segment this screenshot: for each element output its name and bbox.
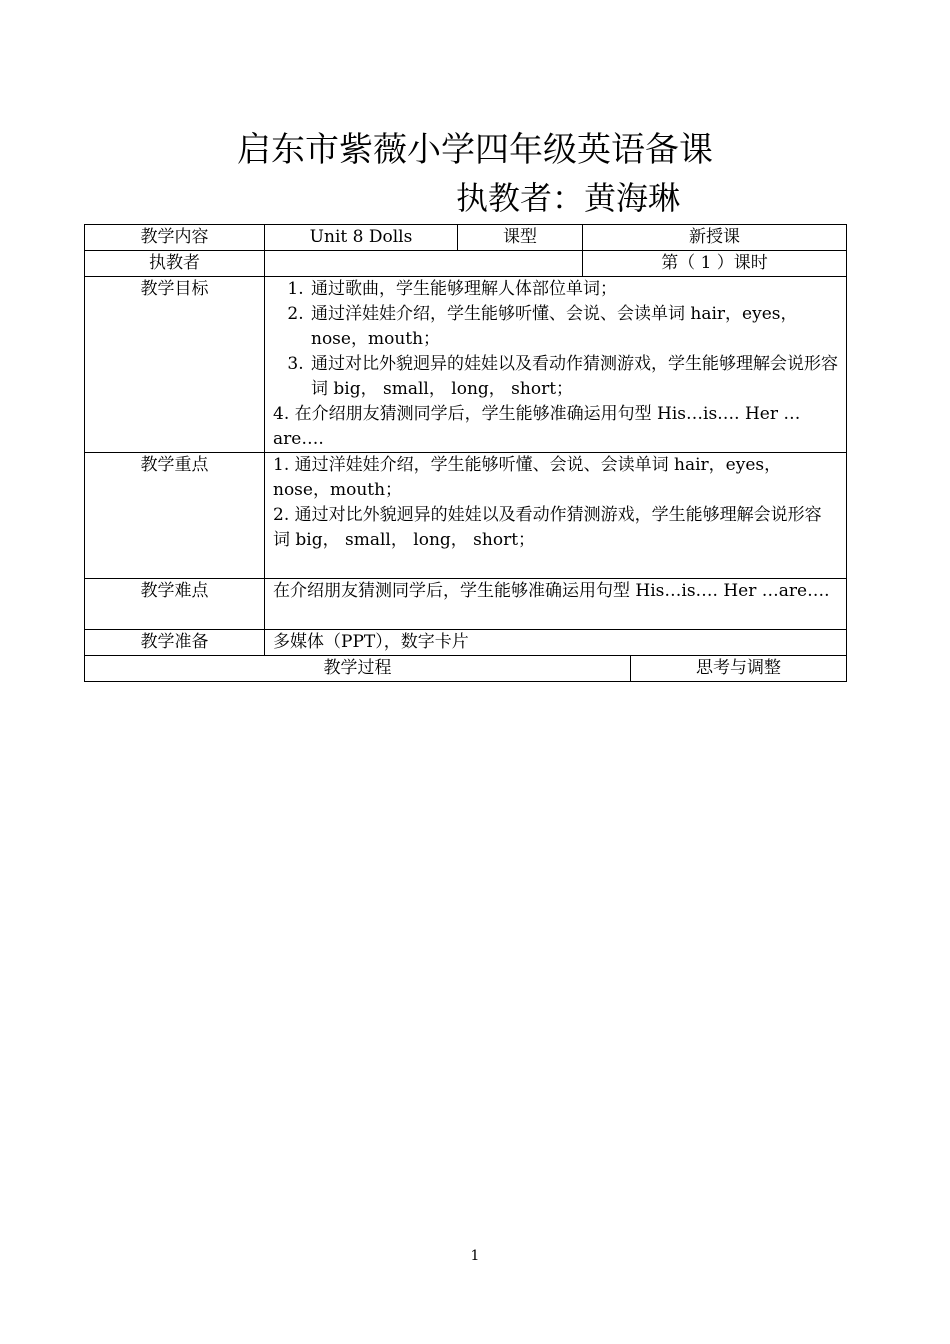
key-point-2: 2. 通过对比外貌迥异的娃娃以及看动作猜测游戏，学生能够理解会说形容词 big， small， long， short； [273,505,822,550]
list-item: 2. 通过洋娃娃介绍，学生能够听懂、会说、会读单词 hair，eyes，nose，mouth； [309,302,838,352]
table-row [85,656,847,682]
table-row [85,225,847,251]
table-row [85,630,847,656]
lesson-type-label: 课型 [458,225,583,251]
teacher-label: 执教者 [85,251,265,277]
difficulties-label: 教学难点 [85,579,265,630]
page-number: 1 [470,1248,480,1264]
difficulties-text: 在介绍朋友猜测同学后，学生能够准确运用句型 His…is…. Her …are…. [265,579,847,630]
period-cell: 第（ 1 ）课时 [583,251,847,277]
content-value: Unit 8 Dolls [265,225,458,251]
content-label: 教学内容 [85,225,265,251]
objective-4: 4. 在介绍朋友猜测同学后，学生能够准确运用句型 His…is…. Her …are…. [273,404,801,449]
lesson-type-value: 新授课 [583,225,847,251]
table-row [85,251,847,277]
table-row [85,277,847,453]
list-item: 1. 通过歌曲，学生能够理解人体部位单词； [309,277,838,302]
key-points-cell [265,453,847,579]
key-points-label: 教学重点 [85,453,265,579]
table-row [85,453,847,579]
reflection-header: 思考与调整 [631,656,847,682]
table-row [85,579,847,630]
page-title: 启东市紫薇小学四年级英语备课 [237,130,713,170]
objectives-label: 教学目标 [85,277,265,453]
objectives-cell [265,277,847,453]
preparation-text: 多媒体（PPT），数字卡片 [265,630,847,656]
preparation-label: 教学准备 [85,630,265,656]
objectives-list [273,277,838,402]
list-item: 3. 通过对比外貌迥异的娃娃以及看动作猜测游戏，学生能够理解会说形容词 big， small， long， short； [309,352,838,402]
teacher-name: 执教者：黄海琳 [456,179,681,217]
key-point-1: 1. 通过洋娃娃介绍，学生能够听懂、会说、会读单词 hair，eyes，nose，mouth； [273,455,782,500]
teacher-value [265,251,583,277]
process-header: 教学过程 [85,656,631,682]
lesson-plan-table [84,224,847,682]
